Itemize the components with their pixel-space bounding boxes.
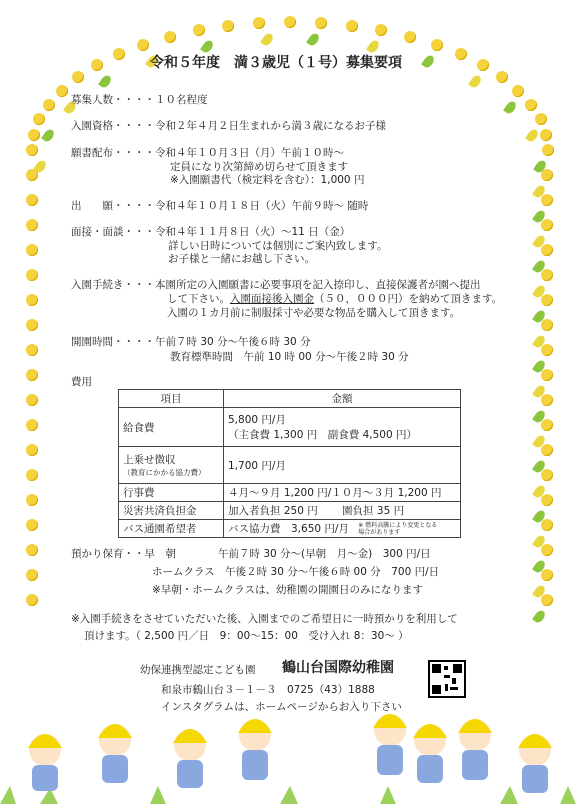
decor-dot: [541, 469, 553, 481]
decor-dot: [26, 269, 38, 281]
child-figure-4: [238, 719, 272, 780]
decor-dot: [26, 194, 38, 206]
opening-hours: 開園時間・・・・午前７時 30 分～午後６時 30 分: [71, 336, 311, 348]
interview-note-2: お子様と一緒にお越し下さい。: [168, 253, 315, 265]
decor-dot: [26, 444, 38, 456]
bus-fee: バス協力費 3,650 円/月: [228, 523, 349, 535]
decor-leaf: [503, 99, 518, 115]
decor-dot: [541, 319, 553, 331]
decor-dot: [315, 17, 327, 29]
decor-dot: [541, 494, 553, 506]
application-fee: ※入園願書代（検定料を含む）：1,000 円: [170, 174, 365, 186]
decor-dot: [541, 369, 553, 381]
decor-dot: [43, 99, 55, 111]
decor-dot: [26, 569, 38, 581]
extra-fee-note: （教育にかかる協力費）: [123, 468, 206, 477]
distribution-note: 定員になり次第締め切らせて頂きます: [170, 161, 349, 173]
childcare-note: ※早朝・ホームクラスは、幼稚園の開園日のみになります: [152, 584, 423, 596]
decor-dot: [164, 31, 176, 43]
decor-leaf: [260, 32, 275, 48]
decor-dot: [26, 594, 38, 606]
decor-leaf: [421, 53, 436, 69]
decor-dot: [26, 294, 38, 306]
decor-dot: [541, 269, 553, 281]
org-name: 鶴山台国際幼稚園: [282, 660, 394, 676]
decor-dot: [26, 144, 38, 156]
table-cell: [224, 520, 461, 538]
decor-dot: [541, 444, 553, 456]
decor-dot: [375, 24, 387, 36]
table-cell: 災害共済負担金: [119, 502, 224, 520]
decor-dot: [91, 59, 103, 71]
decor-dot: [540, 129, 552, 141]
decor-dot: [541, 394, 553, 406]
lunch-fee-breakdown: （主食費 1,300 円 副食費 4,500 円）: [228, 429, 417, 441]
decor-dot: [28, 129, 40, 141]
fees-label: 費用: [71, 376, 92, 388]
decor-dot: [541, 419, 553, 431]
child-figure-2: [98, 724, 132, 783]
table-row: [119, 502, 461, 520]
decor-dot: [455, 48, 467, 60]
decor-dot: [26, 494, 38, 506]
application-distribution: 願書配布・・・・令和４年１０月３日（月）午前１０時～: [71, 147, 344, 159]
decor-dot: [26, 169, 38, 181]
decor-dot: [72, 71, 84, 83]
decor-dot: [541, 544, 553, 556]
decor-dot: [404, 31, 416, 43]
decor-dot: [535, 113, 547, 125]
table-header-row: [119, 390, 461, 408]
interview-note-1: 詳しい日時については個別にご案内致します。: [168, 240, 388, 252]
decor-dot: [26, 344, 38, 356]
decor-dot: [541, 219, 553, 231]
decor-dot: [541, 169, 553, 181]
decor-dot: [33, 113, 45, 125]
table-cell: 1,700 円/月: [224, 447, 461, 484]
childcare-home-class: ホームクラス 午後２時 30 分～午後６時 00 分 700 円/日: [152, 566, 440, 578]
decor-leaf: [532, 609, 547, 625]
table-cell: [119, 447, 224, 484]
extra-fee-label: 上乗せ徴収: [123, 454, 176, 466]
table-cell: バス通園希望者: [119, 520, 224, 538]
decor-dot: [477, 59, 489, 71]
fee-table: [118, 389, 461, 538]
decor-dot: [26, 394, 38, 406]
child-figure-3: [173, 729, 207, 788]
decor-dot: [431, 39, 443, 51]
decor-dot: [541, 244, 553, 256]
child-figure-8: [518, 734, 552, 793]
decor-leaf: [41, 128, 56, 144]
interview: 面接・面談・・・令和４年１１月８日（火）～11 日（金）: [71, 226, 351, 238]
decor-dot: [496, 71, 508, 83]
decor-dot: [541, 569, 553, 581]
decor-dot: [26, 369, 38, 381]
page-title: 令和５年度 満３歳児（１号）募集要項: [150, 55, 402, 71]
decor-dot: [541, 294, 553, 306]
decor-dot: [222, 20, 234, 32]
temporary-care-detail: 頂けます。（ 2,500 円／日 9：00～15：00 受け入れ 8：30～ ）: [84, 630, 409, 642]
standard-hours: 教育標準時間 午前 10 時 00 分～午後２時 30 分: [170, 351, 409, 363]
table-cell: 行事費: [119, 484, 224, 502]
child-figure-1: [28, 734, 62, 791]
table-cell: 加入者負担 250 円 園負担 35 円: [224, 502, 461, 520]
table-cell: ４月～９月 1,200 円/１０月～３月 1,200 円: [224, 484, 461, 502]
table-row: [119, 408, 461, 447]
recruit-count: 募集人数・・・・１０名程度: [71, 94, 208, 106]
decor-dot: [26, 319, 38, 331]
decor-dot: [56, 85, 68, 97]
child-figure-6: [413, 724, 447, 783]
decor-dot: [525, 99, 537, 111]
decor-dot: [137, 39, 149, 51]
submission: 出 願・・・・令和４年１０月１８日（火）午前９時～ 随時: [71, 200, 369, 212]
table-row: [119, 484, 461, 502]
decor-dot: [542, 144, 554, 156]
childcare-early: 預かり保育・・早 朝 午前７時 30 分～(早朝 月～金) 300 円/日: [71, 548, 431, 560]
decor-dot: [26, 244, 38, 256]
decor-dot: [541, 594, 553, 606]
decor-leaf: [306, 32, 321, 48]
decor-leaf: [468, 74, 483, 90]
decor-dot: [541, 344, 553, 356]
decor-dot: [26, 544, 38, 556]
decor-dot: [253, 17, 265, 29]
table-row: [119, 447, 461, 484]
org-type: 幼保連携型認定こども園: [140, 664, 256, 676]
procedure: 入園手続き・・・本園所定の入園願書に必要事項を記入捺印し、直接保護者が園へ提出: [71, 279, 481, 291]
lunch-fee: 5,800 円/月: [228, 414, 286, 426]
decor-leaf: [525, 128, 540, 144]
decor-dot: [284, 16, 296, 28]
decor-dot: [26, 519, 38, 531]
decor-leaf: [366, 39, 381, 55]
procedure-line-3: 入園の１カ月前に制服採寸や必要な物品を購入して頂きます。: [167, 307, 461, 319]
decor-dot: [541, 519, 553, 531]
decor-dot: [541, 194, 553, 206]
decor-leaf: [98, 74, 113, 90]
instagram-note: インスタグラムは、ホームページからお入り下さい: [161, 701, 402, 713]
decor-dot: [26, 469, 38, 481]
eligibility: 入園資格・・・・令和２年４月２日生まれから満３歳になるお子様: [71, 120, 386, 132]
table-header: 金額: [224, 390, 461, 408]
decor-leaf: [200, 39, 215, 55]
table-header: 項目: [119, 390, 224, 408]
decor-dot: [26, 419, 38, 431]
decor-dot: [193, 24, 205, 36]
children-illustration: [0, 690, 579, 804]
child-figure-7: [458, 719, 492, 780]
table-row: [119, 520, 461, 538]
table-cell: 給食費: [119, 408, 224, 447]
decor-dot: [346, 20, 358, 32]
decor-dot: [512, 85, 524, 97]
decor-dot: [113, 48, 125, 60]
bus-fee-note: ※ 燃料高騰により変更となる 場合があります: [358, 522, 438, 536]
child-figure-5: [373, 714, 407, 775]
decor-dot: [26, 219, 38, 231]
address-phone: 和泉市鶴山台３－１－３ 0725（43）1888: [161, 684, 375, 696]
temporary-care-notice: ※入園手続きをさせていただいた後、入園までのご希望日に一時預かりを利用して: [71, 613, 458, 625]
procedure-line-2: して下さい。入園面接後入園金（５０，０００円）を納めて頂きます。: [167, 293, 503, 305]
table-cell: [224, 408, 461, 447]
